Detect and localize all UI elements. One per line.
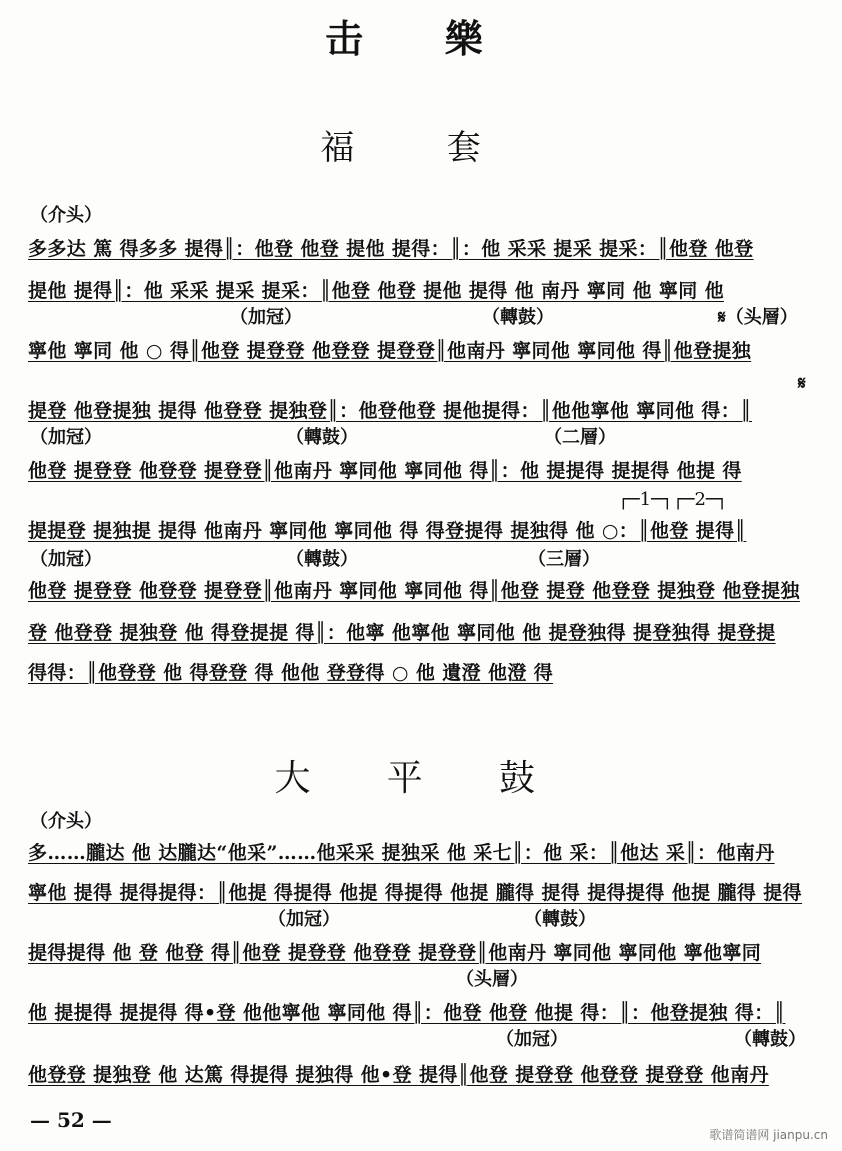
note-jiaguan: （加冠） <box>230 307 302 328</box>
score-line: 提他 提得║：他 采采 提采 提采：║他登 他登 提他 提得 他 南丹 寧同 他 寧同 他 <box>28 280 724 302</box>
section-heading-fu-tao: 福 套 <box>320 128 522 168</box>
note-sancang: （三層） <box>528 549 600 570</box>
score-line: 他登 提登登 他登登 提登登║他南丹 寧同他 寧同他 得║他登 提登 他登登 提独登 他登提独 <box>28 580 800 602</box>
score-line: 他登登 提独登 他 达篤 得提得 提独得 他•登 提得║他登 提登登 他登登 提登登 他南丹 <box>28 1064 769 1086</box>
page-number: — 52 — <box>30 1108 112 1132</box>
note-toucang: 𝄋（头層） <box>718 307 798 328</box>
score-line: 寧他 寧同 他 ○ 得║他登 提登登 他登登 提登登║他南丹 寧同他 寧同他 得║他登提独 <box>28 340 752 362</box>
note-zhuangu: （轉鼓） <box>286 427 358 448</box>
section-heading-da-ping-gu: 大 平 鼓 <box>274 758 568 799</box>
intro-note: （介头） <box>30 811 102 832</box>
note-zhuangu: （轉鼓） <box>734 1029 806 1050</box>
note-jiaguan: （加冠） <box>268 909 340 930</box>
watermark: 歌谱简谱网 jianpu.cn <box>709 1128 828 1142</box>
note-zhuangu: （轉鼓） <box>286 549 358 570</box>
score-line: 他 提提得 提提得 得•登 他他寧他 寧同他 得║：他登 他登 他提 得：║：他登提独 得：║ <box>28 1002 786 1024</box>
note-zhuangu: （轉鼓） <box>482 307 554 328</box>
note-jiaguan: （加冠） <box>30 549 102 570</box>
score-line: 多多达 篤 得多多 提得║：他登 他登 提他 提得：║：他 采采 提采 提采：║他登 他登 <box>28 238 754 260</box>
score-line: 提得提得 他 登 他登 得║他登 提登登 他登登 提登登║他南丹 寧同他 寧同他 寧他寧同 <box>28 942 762 964</box>
score-line: 得得：║他登登 他 得登登 得 他他 登登得 ○ 他 遺澄 他澄 得 <box>28 662 554 684</box>
score-line: 登 他登登 提独登 他 得登提提 得║：他寧 他寧他 寧同他 他 提登独得 提登独得 提登提 <box>28 622 776 644</box>
score-line: 多……朧达 他 达朧达“他采”……他采采 提独采 他 采七║：他 采：║他达 采║：他南丹 <box>28 842 775 864</box>
score-line: 提登 他登提独 提得 他登登 提独登║：他登他登 提他提得：║他他寧他 寧同他 得：║ <box>28 400 752 422</box>
score-line: 寧他 提得 提得提得：║他提 得提得 他提 得提得 他提 朧得 提得 提得提得 他提 朧得 提得 <box>28 882 803 904</box>
segno-mark: 𝄋 <box>798 373 806 394</box>
note-toucang: （头層） <box>456 969 528 990</box>
page-title: 击 樂 <box>325 16 517 61</box>
note-jiaguan: （加冠） <box>30 427 102 448</box>
note-jiaguan: （加冠） <box>496 1029 568 1050</box>
note-ercang: （二層） <box>544 427 616 448</box>
score-line: 提提登 提独提 提得 他南丹 寧同他 寧同他 得 得登提得 提独得 他 ○：║他登 提得║ <box>28 520 747 542</box>
note-zhuangu: （轉鼓） <box>524 909 596 930</box>
score-line: 他登 提登登 他登登 提登登║他南丹 寧同他 寧同他 得║：他 提提得 提提得 他提 得 <box>28 460 742 482</box>
intro-note: （介头） <box>30 205 102 226</box>
volta-brackets: ┌─1─┐┌─2─┐ <box>618 489 728 510</box>
